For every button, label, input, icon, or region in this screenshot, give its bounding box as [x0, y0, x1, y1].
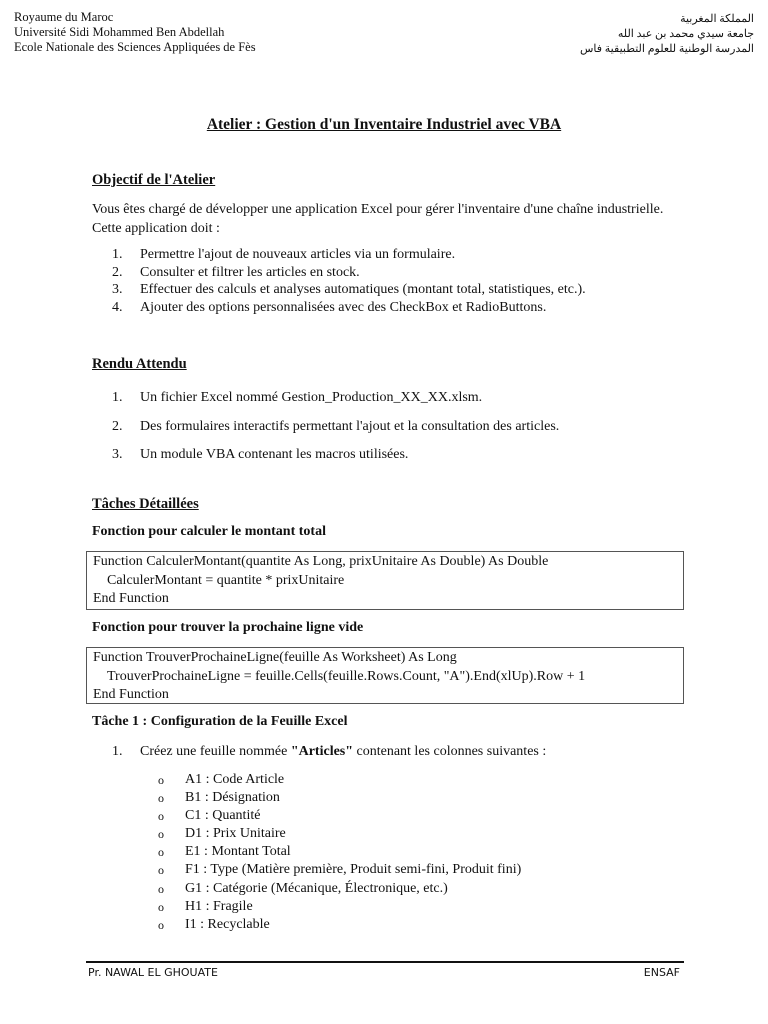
list-item: o F1 : Type (Matière première, Produit semi-fini, Produit fini): [158, 862, 522, 878]
header-school: Ecole Nationale des Sciences Appliquées de Fès: [14, 40, 256, 54]
list-item: o B1 : Désignation: [158, 790, 280, 806]
code-block-trouver-ligne: [86, 647, 684, 704]
document-title: Atelier : Gestion d'un Inventaire Industriel avec VBA: [206, 116, 562, 133]
code-line: Function TrouverProchaineLigne(feuille As Worksheet) As Long: [93, 650, 457, 665]
code-line: End Function: [93, 687, 169, 702]
list-item: o H1 : Fragile: [158, 898, 253, 914]
header-university: Université Sidi Mohammed Ben Abdellah: [14, 25, 225, 39]
fn1-heading: Fonction pour calculer le montant total: [92, 524, 326, 539]
footer-school-abbr: ENSAF: [643, 966, 680, 979]
header-right-arabic: [580, 12, 754, 57]
list-item: o E1 : Montant Total: [158, 844, 291, 860]
header-country-ar: المملكة المغربية: [680, 13, 754, 25]
list-item: 1. Permettre l'ajout de nouveaux articles via un formulaire.: [112, 247, 456, 262]
code-block-calculer-montant: [86, 551, 684, 610]
header-country: Royaume du Maroc: [14, 10, 114, 24]
footer-divider: [86, 961, 684, 963]
code-line: End Function: [93, 591, 169, 606]
columns-list: [158, 771, 521, 934]
rendu-heading: Rendu Attendu: [92, 356, 187, 372]
objectif-intro: Vous êtes chargé de développer une application Excel pour gérer l'inventaire d'une chaîne industrielle. Cette application doit :: [92, 202, 664, 236]
code-line: TrouverProchaineLigne = feuille.Cells(feuille.Rows.Count, "A").End(xlUp).Row + 1: [107, 668, 586, 684]
objectif-list: [112, 246, 586, 317]
rendu-list: [112, 384, 559, 470]
list-item: 1. Créez une feuille nommée "Articles" contenant les colonnes suivantes :: [112, 744, 547, 759]
code-line: Function CalculerMontant(quantite As Long, prixUnitaire As Double) As Double: [93, 554, 549, 569]
list-item: 3. Un module VBA contenant les macros utilisées.: [112, 447, 409, 462]
header-left: [14, 10, 256, 55]
list-item: o A1 : Code Article: [158, 772, 285, 787]
list-item: o G1 : Catégorie (Mécanique, Électronique, etc.): [158, 880, 448, 896]
list-item: 2. Consulter et filtrer les articles en stock.: [112, 264, 360, 280]
fn2-heading: Fonction pour trouver la prochaine ligne vide: [92, 620, 364, 635]
list-item: o C1 : Quantité: [158, 808, 261, 824]
header-university-ar: جامعة سيدي محمد بن عبد الله: [617, 28, 754, 40]
code-line: CalculerMontant = quantite * prixUnitaire: [107, 572, 345, 588]
taches-heading: Tâches Détaillées: [92, 496, 199, 512]
tache1-heading: Tâche 1 : Configuration de la Feuille Excel: [92, 714, 348, 729]
list-item: 1. Un fichier Excel nommé Gestion_Production_XX_XX.xlsm.: [112, 390, 483, 405]
list-item: 2. Des formulaires interactifs permettant l'ajout et la consultation des articles.: [112, 418, 560, 434]
list-item: o D1 : Prix Unitaire: [158, 826, 286, 842]
list-item: o I1 : Recyclable: [158, 916, 270, 932]
header-school-ar: المدرسة الوطنية للعلوم التطبيقية فاس: [580, 43, 754, 55]
list-item: 4. Ajouter des options personnalisées avec des CheckBox et RadioButtons.: [112, 300, 547, 316]
tache1-list: [112, 743, 546, 761]
objectif-heading: Objectif de l'Atelier: [92, 172, 216, 188]
footer-author: Pr. NAWAL EL GHOUATE: [88, 966, 218, 979]
list-item: 3. Effectuer des calculs et analyses automatiques (montant total, statistiques, etc.).: [112, 282, 586, 298]
